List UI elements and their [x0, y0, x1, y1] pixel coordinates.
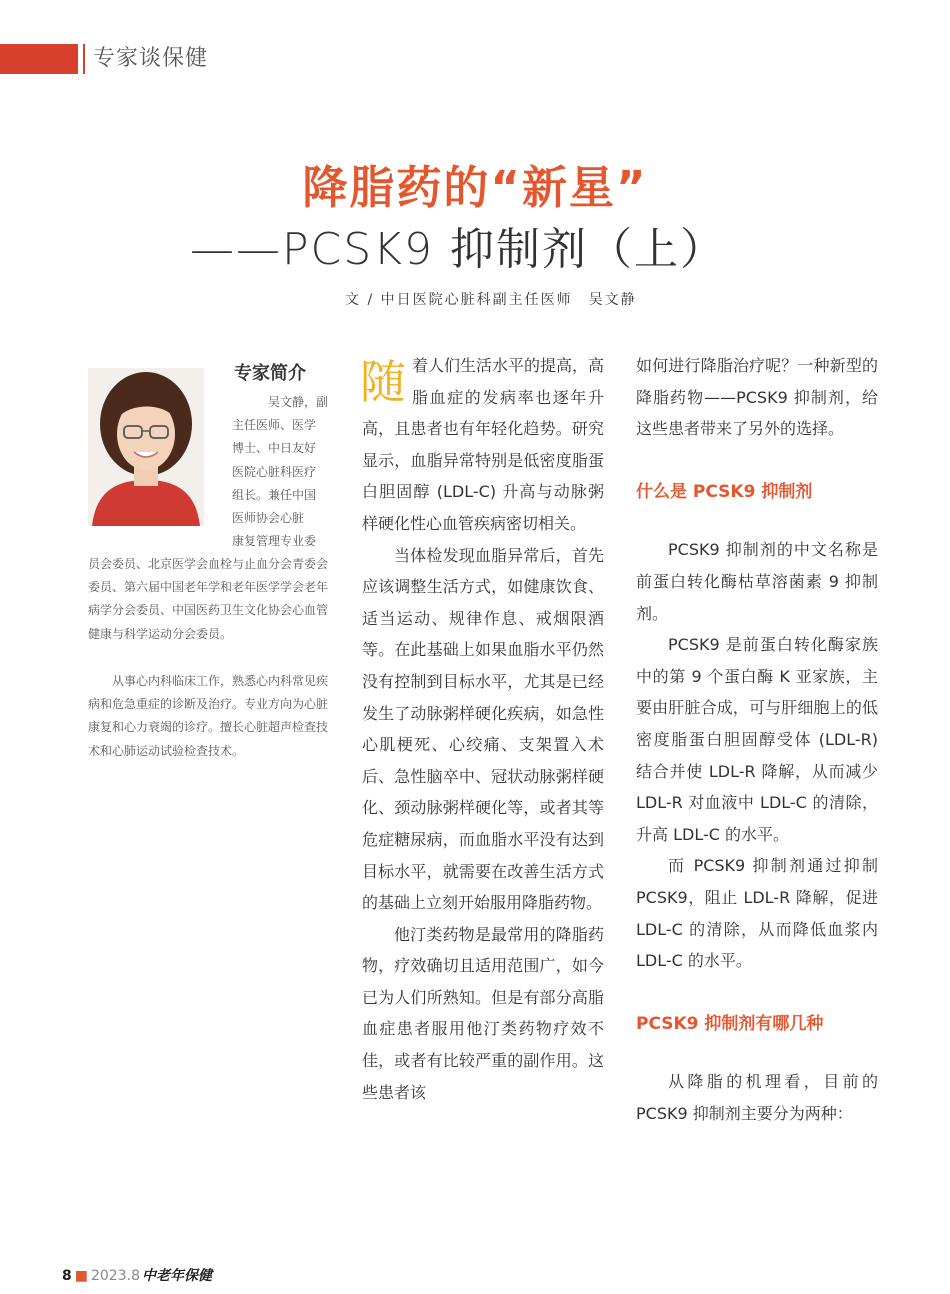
section-label: 专家谈保健: [93, 46, 209, 71]
bio-line: 医师协会心脏: [232, 511, 305, 526]
section-heading-types: PCSK9 抑制剂有哪几种: [636, 1013, 824, 1034]
footer-dot-icon: ■: [74, 1268, 88, 1284]
drop-cap: 随: [360, 355, 406, 409]
issue-date: 2023.8: [90, 1268, 140, 1284]
magazine-name: 中老年保健: [141, 1268, 212, 1284]
intro-paragraph: [362, 350, 604, 540]
article-byline: 文 / 中日医院心脏科副主任医师 吴文静: [345, 292, 637, 308]
intro-text: 着人们生活水平的提高，高脂血症的发病率也逐年升高，且患者也有年轻化趋势。研究显示，血脂异常特别是低密度脂蛋白胆固醇 (LDL-C) 升高与动脉粥样硬化性心血管疾病密切相关。: [362, 356, 605, 533]
bio-line: 组长。兼任中国: [232, 487, 317, 502]
mechanism-paragraph: PCSK9 是前蛋白转化酶家族中的第 9 个蛋白酶 K 亚家族，主要由肝脏合成，可与肝细胞上的低密度脂蛋白胆固醇受体 (LDL-R) 结合并使 LDL-R 降解，从而减少 LDL-R 对血液中 LDL-C 的清除，升高 LDL-C 的水平。: [636, 635, 878, 844]
section-heading-what-is: 什么是 PCSK9 抑制剂: [636, 481, 813, 502]
continuation-paragraph: 如何进行降脂治疗呢？一种新型的降脂药物——PCSK9 抑制剂，给这些患者带来了另外的选择。: [636, 356, 878, 439]
bio-line: 主任医师、医学: [232, 418, 317, 433]
expert-intro-heading: 专家简介: [234, 363, 306, 384]
expert-bio-lines: [232, 391, 328, 553]
expert-bio-paragraph-2: 从事心内科临床工作，熟悉心内科常见疾病和危急重症的诊断及治疗。专业方向为心脏康复和心力衰竭的诊疗。擅长心脏超声检查技术和心肺运动试验检查技术。: [88, 674, 329, 758]
article-title: 降脂药的“新星”: [302, 161, 648, 214]
article-subtitle: ——PCSK9 抑制剂（上）: [190, 224, 727, 275]
inhibitor-paragraph: 而 PCSK9 抑制剂通过抑制 PCSK9，阻止 LDL-R 降解，促进 LDL-C 的清除，从而降低血浆内 LDL-C 的水平。: [636, 856, 878, 971]
expert-photo: [88, 368, 204, 526]
types-paragraph: 从降脂的机理看，目前的 PCSK9 抑制剂主要分为两种：: [636, 1072, 878, 1123]
name-paragraph: PCSK9 抑制剂的中文名称是前蛋白转化酶枯草溶菌素 9 抑制剂。: [636, 540, 878, 623]
expert-portrait-illustration: [88, 368, 204, 526]
bio-line: 康复管理专业委: [232, 534, 317, 549]
statin-paragraph: 他汀类药物是最常用的降脂药物，疗效确切且适用范围广，如今已为人们所熟知。但是有部分高脂血症患者服用他汀类药物疗效不佳，或者有比较严重的副作用。这些患者该: [362, 924, 604, 1102]
expert-bio-continued: 员会委员、北京医学会血栓与止血分会青委会委员、第六届中国老年学和老年医学学会老年病学分会委员、中国医药卫生文化协会心血管健康与科学运动分会委员。: [88, 557, 329, 641]
page-number: 8: [62, 1268, 72, 1284]
bio-line: 吴文静，副: [267, 395, 328, 409]
article-column-1: [362, 350, 604, 1108]
article-column-2: [636, 350, 878, 1129]
bio-line: 医院心脏科医疗: [232, 464, 317, 479]
header-divider: [83, 44, 85, 74]
header-accent-bar: [0, 44, 78, 74]
page-footer: [62, 1266, 212, 1286]
lifestyle-paragraph: 当体检发现血脂异常后，首先应该调整生活方式，如健康饮食、适当运动、规律作息、戒烟限酒等。在此基础上如果血脂水平仍然没有控制到目标水平，尤其是已经发生了动脉粥样硬化疾病，如急性心肌梗死、心绞痛、支架置入术后、急性脑卒中、冠状动脉粥样硬化、颈动脉粥样硬化等，或者其等危症糖尿病，而血脂水平没有达到目标水平，就需要在改善生活方式的基础上立刻开始服用降脂药物。: [362, 545, 604, 913]
bio-line: 博士、中日友好: [232, 441, 317, 456]
